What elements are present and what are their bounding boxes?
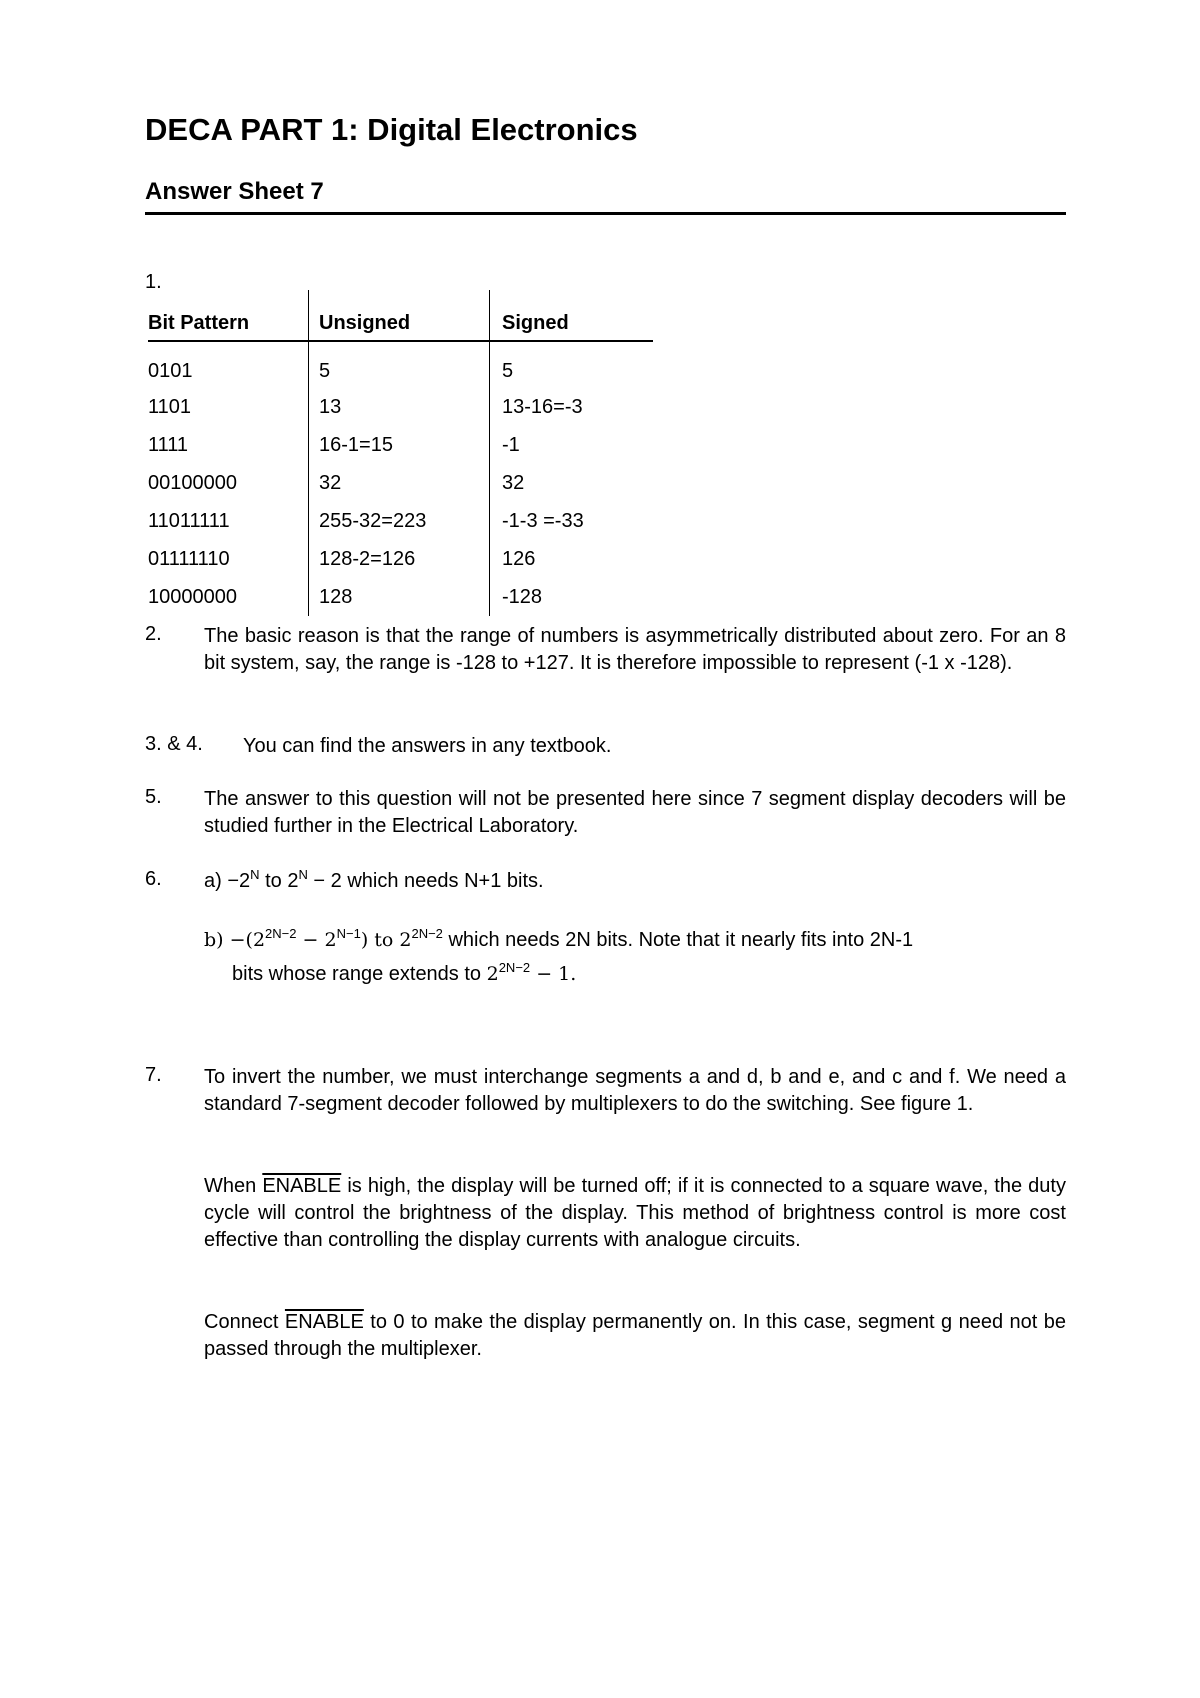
q34-number: 3. & 4. [145,733,203,755]
q6b-mid1: − 2 [296,929,337,951]
table-row [148,464,653,502]
table-cell: 13-16=-3 [490,388,654,426]
header-rule [145,212,1066,215]
table-row [148,502,653,540]
table-cell: 5 [309,341,490,388]
q5-answer: The answer to this question will not be presented here since 7 segment display decoders will be studied further in the Electrical Laboratory. [204,788,1066,837]
q7-p3-pre: Connect [204,1311,285,1333]
table-cell: 1101 [148,395,192,418]
q7-p2-post: is high, the display will be turned off; if it is connected to a square wave, the duty cycle will control the brightness of the display. This method of brightness control is more cost effective than controlling the display currents with analogue circuits. [204,1175,1066,1251]
q6a-prefix: a) −2 [204,870,251,892]
table-cell: 00100000 [148,471,237,494]
q1-number: 1. [145,271,162,293]
q5-number: 5. [145,786,162,808]
table-cell: 32 [309,464,490,502]
q6b-line2-prefix: bits whose range extends to [232,963,487,985]
table-cell: 1111 [148,433,189,456]
table-cell: -1-3 =-33 [490,502,654,540]
q2-number: 2. [145,623,162,645]
table-cell: 128 [309,578,490,616]
q6a-exp2 [298,867,308,892]
table-cell: 01111110 [148,547,230,570]
q6a-sup1: N [250,867,260,882]
q6b-sup2: N−1 [336,926,361,941]
q6a-sup2: N [298,867,308,882]
table-cell: -1 [490,426,654,464]
table-cell: 13 [309,388,490,426]
q6-number: 6. [145,868,162,890]
q6a-mid: to 2 [259,870,299,892]
q2-answer: The basic reason is that the range of numbers is asymmetrically distributed about zero. For an 8 bit system, say, the range is -128 to +127. It is therefore impossible to represent (-1 x -128). [204,625,1066,674]
q6b-sup1: 2N−2 [265,926,297,941]
q6b-exp4 [498,960,531,985]
table-header-unsigned: Unsigned [309,290,490,341]
document-subtitle: Answer Sheet 7 [145,178,324,205]
q6b-exp2 [336,926,361,951]
table-cell: 11011111 [148,509,230,532]
q7-p3-post: to 0 to make the display permanently on. In this case, segment g need not be passed through the multiplexer. [204,1311,1066,1360]
q6b-tail1: which needs 2N bits. Note that it nearly fits into 2N-1 [442,929,914,951]
table-header-bit-pattern: Bit Pattern [148,290,309,341]
table-cell: 5 [490,341,654,388]
q7-paragraph-1: To invert the number, we must interchange segments a and d, b and e, and c and f. We need a standard 7-segment decoder followed by multiplexers to do the switching. See figure 1. [204,1066,1066,1115]
q7-p2-pre: When [204,1175,263,1197]
q6b-exp1 [265,926,297,951]
table-cell: 255-32=223 [309,502,490,540]
q6b-sup4: 2N−2 [498,960,531,975]
table-row [148,426,653,464]
q6a-tail: − 2 which needs N+1 bits. [307,870,544,892]
q6b-sup3: 2N−2 [411,926,443,941]
table-row [148,578,653,616]
table-cell: 0101 [148,359,193,382]
table-cell: -128 [490,578,654,616]
table-row [148,540,653,578]
table-header-row [148,290,653,341]
document-title: DECA PART 1: Digital Electronics [145,112,638,147]
q34-answer: You can find the answers in any textbook. [243,735,612,757]
table-header-signed: Signed [490,290,654,341]
q7-paragraph-3 [204,1309,1066,1363]
q6b-prefix: b) −(2 [204,929,266,951]
table-cell: 126 [490,540,654,578]
q6a-exp1 [250,867,260,892]
q7-number: 7. [145,1064,162,1086]
bit-pattern-table [148,290,653,616]
q6b-base4: 2 [486,963,499,985]
table-cell: 16-1=15 [309,426,490,464]
q6b-answer [204,923,1066,991]
table-row [148,341,653,388]
q6b-exp3 [411,926,443,951]
table-cell: 32 [490,464,654,502]
enable-signal-label: ENABLE [262,1175,342,1197]
table-cell: 128-2=126 [309,540,490,578]
q6b-mid2: ) to 2 [360,929,412,951]
q6b-tail2: − 1. [530,963,577,985]
q6a-answer [204,868,1066,895]
q7-paragraph-2 [204,1173,1066,1254]
enable-signal-label: ENABLE [284,1311,364,1333]
table-cell: 10000000 [148,585,237,608]
table-row [148,388,653,426]
